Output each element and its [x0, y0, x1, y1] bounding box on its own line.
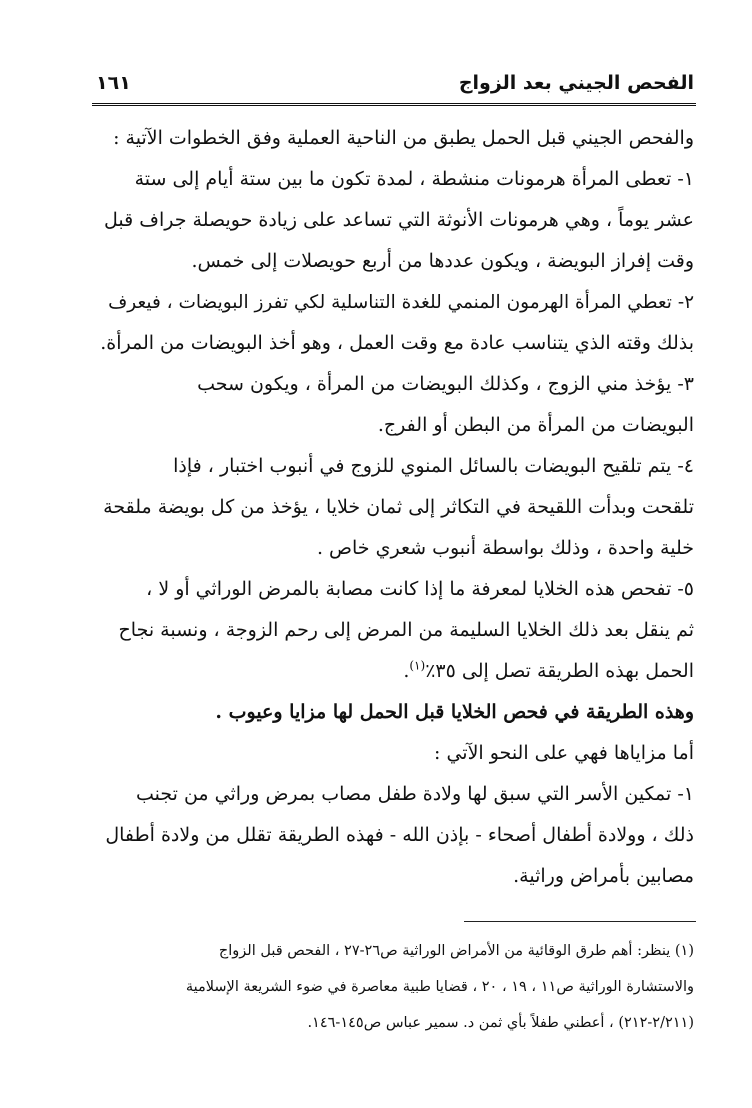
footnote-separator: [464, 921, 696, 922]
bold-heading-line: وهذه الطريقة في فحص الخلايا قبل الحمل لها مزايا وعيوب .: [215, 701, 694, 723]
page-number: ١٦١: [96, 72, 131, 94]
text-line: مصابين بأمراض وراثية.: [513, 865, 694, 887]
text-line: عشر يوماً ، وهي هرمونات الأنوثة التي تساعد على زيادة حويصلة جراف قبل: [104, 209, 694, 231]
footnote-line: والاستشارة الوراثية ص١١ ، ١٩ ، ٢٠ ، قضايا طبية معاصرة في ضوء الشريعة الإسلامية: [185, 979, 694, 995]
running-header: [96, 66, 694, 100]
header-rule: [92, 103, 696, 106]
text-line-content: الحمل بهذه الطريقة تصل إلى ٣٥٪: [425, 660, 694, 682]
footnote-line: (٢/٢١١-٢١٢) ، أعطني طفلاً بأي ثمن د. سمير عباس ص١٤٥-١٤٦.: [307, 1015, 694, 1031]
running-header-title: الفحص الجيني بعد الزواج: [458, 72, 694, 94]
text-line: ١- تمكين الأسر التي سبق لها ولادة طفل مصاب بمرض وراثي من تجنب: [135, 783, 694, 805]
sentence-end: .: [403, 660, 410, 682]
footnote-reference[interactable]: (١): [409, 658, 426, 673]
text-line: تلقحت وبدأت اللقيحة في التكاثر إلى ثمان خلايا ، يؤخذ من كل بويضة ملقحة: [103, 496, 694, 518]
text-line: والفحص الجيني قبل الحمل يطبق من الناحية العملية وفق الخطوات الآتية :: [113, 127, 694, 149]
text-line: بذلك وقته الذي يتناسب عادة مع وقت العمل ، وهو أخذ البويضات من المرأة.: [100, 332, 694, 354]
text-line-with-footnote: [96, 651, 694, 692]
text-line: البويضات من المرأة من البطن أو الفرج.: [377, 414, 694, 436]
text-line: ٤- يتم تلقيح البويضات بالسائل المنوي للزوج في أنبوب اختبار ، فإذا: [173, 455, 694, 477]
text-line: وقت إفراز البويضة ، ويكون عددها من أربع حويصلات إلى خمس.: [191, 250, 694, 272]
text-line: ٢- تعطي المرأة الهرمون المنمي للغدة التناسلية لكي تفرز البويضات ، فيعرف: [108, 292, 694, 313]
text-line: أما مزاياها فهي على النحو الآتي :: [434, 742, 694, 764]
text-line: خلية واحدة ، وذلك بواسطة أنبوب شعري خاص .: [316, 537, 694, 559]
text-line: ٥- تفحص هذه الخلايا لمعرفة ما إذا كانت مصابة بالمرض الوراثي أو لا ،: [146, 578, 694, 600]
text-line: ذلك ، وولادة أطفال أصحاء - بإذن الله - فهذه الطريقة تقلل من ولادة أطفال: [105, 824, 694, 846]
footnotes: [96, 933, 694, 1041]
text-line: ٣- يؤخذ مني الزوج ، وكذلك البويضات من المرأة ، ويكون سحب: [197, 373, 694, 395]
main-text: [96, 118, 694, 897]
text-line: ثم ينقل بعد ذلك الخلايا السليمة من المرض إلى رحم الزوجة ، ونسبة نجاح: [118, 619, 694, 641]
text-line: ١- تعطى المرأة هرمونات منشطة ، لمدة تكون ما بين ستة أيام إلى ستة: [134, 168, 694, 190]
footnote-line: (١) ينظر: أهم طرق الوقائية من الأمراض الوراثية ص٢٦-٢٧ ، الفحص قبل الزواج: [218, 943, 694, 959]
